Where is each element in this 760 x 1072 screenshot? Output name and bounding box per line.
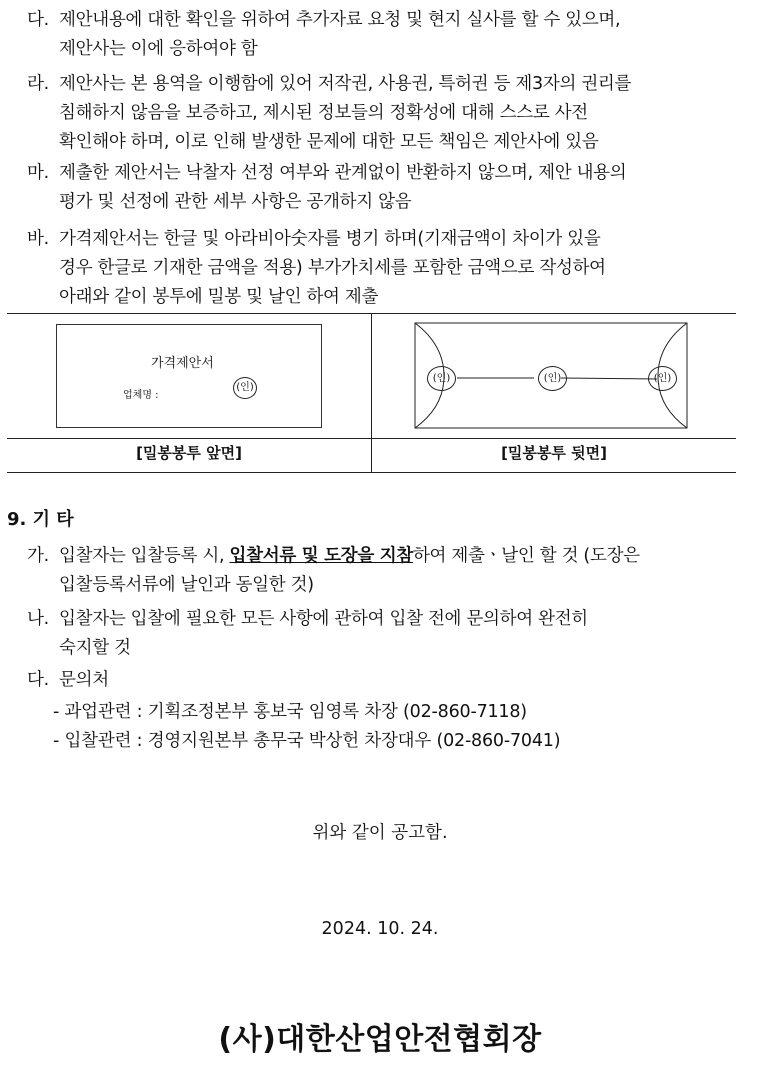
contact-label: 문의처 [59,670,109,690]
clause-line: 침해하지 않음을 보증하고, 제시된 정보들의 정확성에 대해 스스로 사전 [59,103,588,123]
seal-stamp: (인) [233,377,257,399]
item-line [59,542,640,571]
item-line: 입찰자는 입찰에 필요한 모든 사항에 관하여 입찰 전에 문의하여 완전히 [59,609,588,629]
clause-ra [0,70,760,160]
item-line: 숙지할 것 [59,638,131,658]
clause-ma [0,159,760,219]
clause-line: 가격제안서는 한글 및 아라비아숫자를 병기 하며(기재금액이 차이가 있을 [59,229,601,249]
item-na [0,605,760,665]
clause-line: 평가 및 선정에 관한 세부 사항은 공개하지 않음 [59,192,412,212]
clause-line: 아래와 같이 봉투에 밀봉 및 날인 하여 제출 [59,287,379,307]
item-text: 입찰자는 입찰등록 시, [59,546,230,566]
envelope-back-caption: [밀봉봉투 뒷면] [501,444,607,462]
contact-bidding: - 입찰관련 : 경영지원본부 총무국 박상헌 차장대우 (02-860-7041) [53,731,561,751]
item-marker: 나. [27,609,49,629]
envelope-front-caption: [밀봉봉투 앞면] [136,444,242,462]
issuer-name: (사)대한산업안전협회장 [218,1022,542,1057]
clause-line: 확인해야 하며, 이로 인해 발생한 문제에 대한 모든 책임은 제안사에 있음 [59,132,599,152]
seal-stamp: (인) [538,366,567,391]
envelope-company-label: 업체명 : [123,390,159,401]
envelope-front-title: 가격제안서 [151,356,214,371]
clause-marker: 다. [27,10,49,30]
contact-project: - 과업관련 : 기획조정본부 홍보국 임영록 차장 (02-860-7118) [53,702,527,722]
clause-marker: 라. [27,74,49,94]
table-divider [7,438,736,439]
clause-ba [0,225,760,315]
clause-line: 제안사는 이에 응하여야 함 [59,39,258,59]
item-line: 입찰등록서류에 날인과 동일한 것) [59,575,314,595]
clause-line: 제출한 제안서는 낙찰자 선정 여부와 관계없이 반환하지 않으며, 제안 내용의 [59,163,627,183]
item-ga [0,542,760,602]
emphasized-text: 입찰서류 및 도장을 지참 [229,546,413,566]
item-marker: 다. [27,670,49,690]
item-marker: 가. [27,546,49,566]
clause-line: 제안사는 본 용역을 이행함에 있어 저작권, 사용권, 특허권 등 제3자의 권리를 [59,74,632,94]
notice-date: 2024. 10. 24. [321,919,439,939]
envelope-front [56,324,322,428]
clause-line: 제안내용에 대한 확인을 위하여 추가자료 요청 및 현지 실사를 할 수 있으며, [59,10,621,30]
envelope-table [7,313,736,473]
seal-stamp: (인) [648,366,677,391]
item-text: 하여 제출ㆍ날인 할 것 (도장은 [412,546,640,566]
seal-stamp: (인) [427,366,456,391]
clause-marker: 바. [27,229,49,249]
clause-line: 경우 한글로 기재한 금액을 적용) 부가가치세를 포함한 금액으로 작성하여 [59,258,606,278]
notice-text: 위와 같이 공고함. [312,823,448,843]
clause-marker: 마. [27,163,49,183]
item-da [0,666,760,696]
section-title: 9. 기 타 [7,509,74,530]
clause-da [0,6,760,66]
